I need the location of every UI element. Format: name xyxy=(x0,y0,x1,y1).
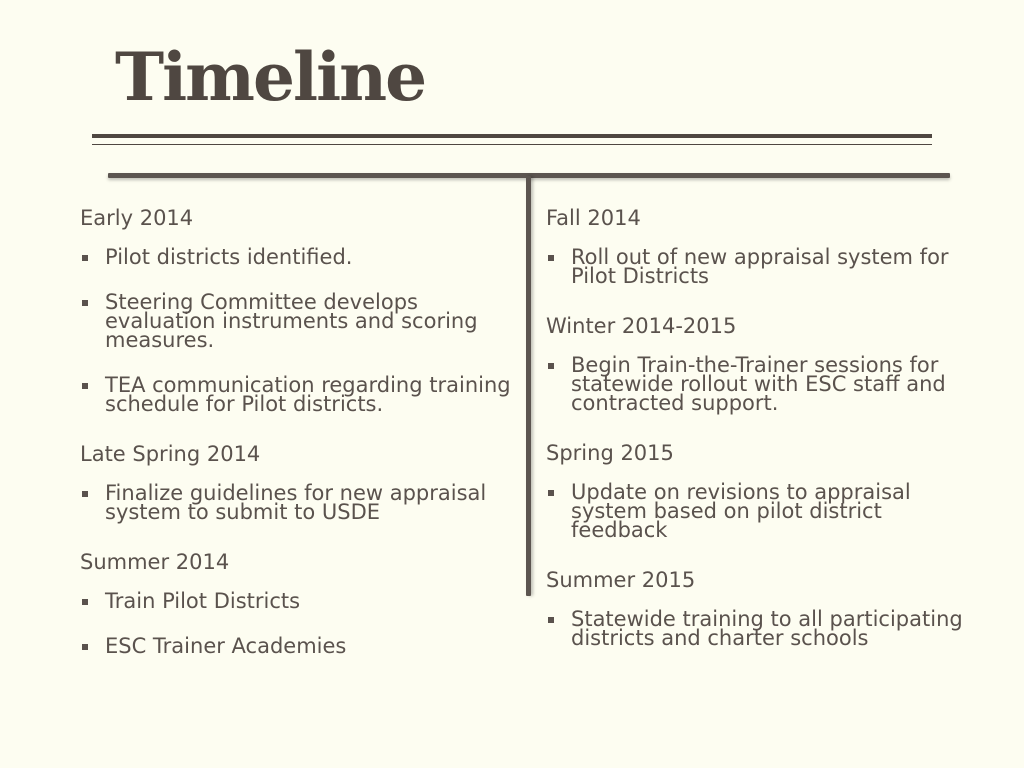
milestone-list xyxy=(80,481,520,524)
timeline-section xyxy=(546,439,976,540)
milestone-item xyxy=(80,373,520,416)
milestone-item xyxy=(80,481,520,524)
milestone-list xyxy=(80,589,520,658)
milestone-list xyxy=(546,480,976,542)
milestone-text: Steering Committee develops evaluation instruments and scoring measures. xyxy=(105,290,478,352)
period-heading: Late Spring 2014 xyxy=(80,442,261,466)
square-bullet-icon xyxy=(82,644,88,650)
square-bullet-icon xyxy=(82,300,88,306)
milestone-text: Train Pilot Districts xyxy=(105,589,301,613)
left-timeline-column xyxy=(80,204,520,682)
milestone-item xyxy=(80,245,520,269)
milestone-item xyxy=(546,480,976,542)
title-rule-thin xyxy=(92,144,932,145)
period-heading: Winter 2014-2015 xyxy=(546,314,737,338)
milestone-text: TEA communication regarding training schedule for Pilot districts. xyxy=(105,373,511,416)
milestone-text: Begin Train-the-Trainer sessions for statewide rollout with ESC staff and contracted support. xyxy=(571,353,946,415)
period-heading: Summer 2015 xyxy=(546,568,696,592)
square-bullet-icon xyxy=(82,491,88,497)
period-heading: Summer 2014 xyxy=(80,550,230,574)
right-timeline-column xyxy=(546,204,976,674)
milestone-text: Statewide training to all participating districts and charter schools xyxy=(571,607,963,650)
timeline-section xyxy=(80,204,520,414)
milestone-item xyxy=(546,607,976,650)
period-heading: Early 2014 xyxy=(80,206,194,230)
square-bullet-icon xyxy=(548,617,554,623)
square-bullet-icon xyxy=(548,363,554,369)
milestone-list xyxy=(80,245,520,416)
square-bullet-icon xyxy=(548,490,554,496)
milestone-item xyxy=(546,245,976,288)
milestone-text: Finalize guidelines for new appraisal system to submit to USDE xyxy=(105,481,487,524)
milestone-text: Pilot districts identified. xyxy=(105,245,353,269)
square-bullet-icon xyxy=(548,255,554,261)
timeline-vertical-divider xyxy=(526,176,531,596)
period-heading: Fall 2014 xyxy=(546,206,641,230)
milestone-item xyxy=(80,634,520,658)
milestone-text: ESC Trainer Academies xyxy=(105,634,347,658)
slide-title: Timeline xyxy=(115,38,426,116)
square-bullet-icon xyxy=(82,383,88,389)
milestone-list xyxy=(546,607,976,650)
timeline-section xyxy=(80,440,520,522)
milestone-text: Update on revisions to appraisal system based on pilot district feedback xyxy=(571,480,911,542)
square-bullet-icon xyxy=(82,255,88,261)
timeline-section xyxy=(546,204,976,286)
milestone-list xyxy=(546,353,976,415)
milestone-list xyxy=(546,245,976,288)
timeline-section xyxy=(546,566,976,648)
milestone-item xyxy=(80,589,520,613)
timeline-section xyxy=(80,548,520,656)
milestone-text: Roll out of new appraisal system for Pilot Districts xyxy=(571,245,949,288)
square-bullet-icon xyxy=(82,599,88,605)
period-heading: Spring 2015 xyxy=(546,441,674,465)
title-rule-thick xyxy=(92,134,932,138)
timeline-section xyxy=(546,312,976,413)
milestone-item xyxy=(546,353,976,415)
milestone-item xyxy=(80,290,520,352)
